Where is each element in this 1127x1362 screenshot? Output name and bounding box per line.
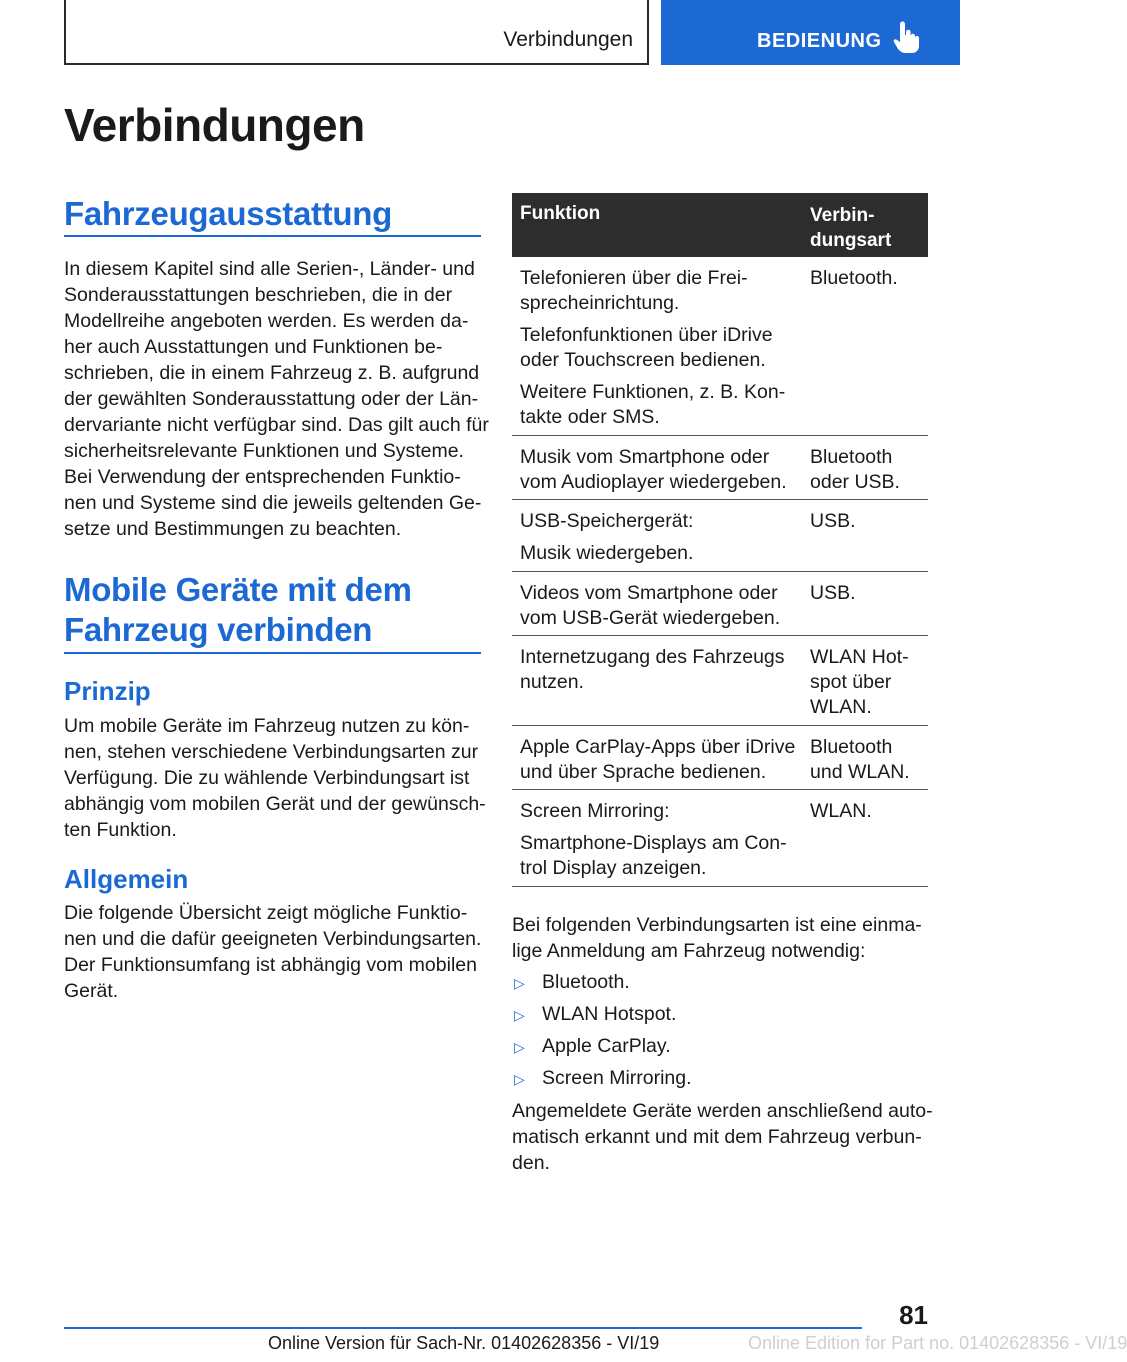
bullet-item [512, 1035, 671, 1058]
text-line: Bei folgenden Verbindungsarten ist eine einma- [512, 914, 922, 936]
text-line: Internetzugang des Fahrzeugs [520, 646, 785, 668]
table-header [512, 193, 928, 257]
cell-paragraph [520, 541, 800, 566]
text-line: dervariante nicht verfügbar sind. Das gilt auch für [64, 414, 489, 436]
text-line: dungsart [810, 230, 892, 251]
text-line: Bluetooth [810, 446, 893, 468]
text-line: In diesem Kapitel sind alle Serien-, Länder- und [64, 258, 475, 280]
text-line: oder USB. [810, 471, 900, 493]
bullet-text: Bluetooth. [542, 971, 630, 993]
paragraph-fahrzeugausstattung [64, 256, 489, 542]
table-row [512, 726, 928, 790]
text-line: trol Display anzeigen. [520, 857, 707, 879]
table-cell-verbindungsart [810, 509, 928, 534]
text-line: lige Anmeldung am Fahrzeug notwendig: [512, 940, 866, 962]
text-line: Screen Mirroring: [520, 800, 670, 822]
text-line: nutzen. [520, 671, 584, 693]
text-line: den. [512, 1152, 550, 1174]
text-line: vom USB-Gerät wiedergeben. [520, 607, 781, 629]
text-line: sprecheinrichtung. [520, 292, 680, 314]
text-line: Die folgende Übersicht zeigt mögliche Funktio- [64, 902, 468, 924]
text-line: Telefonieren über die Frei- [520, 267, 748, 289]
text-line: und über Sprache bedienen. [520, 761, 767, 783]
cell-paragraph [520, 323, 800, 373]
text-line: Telefonfunktionen über iDrive [520, 324, 773, 346]
running-header-section: Verbindungen [503, 28, 633, 51]
pointing-hand-icon [893, 22, 919, 54]
text-line: Mobile Geräte mit dem [64, 571, 412, 608]
paragraph-angemeldete-geraete [512, 1098, 932, 1176]
text-line: matisch erkannt und mit dem Fahrzeug verbun- [512, 1126, 922, 1148]
cell-paragraph [520, 831, 800, 881]
table-cell-funktion [520, 509, 800, 573]
text-line: vom Audioplayer wiedergeben. [520, 471, 787, 493]
cell-paragraph [520, 266, 800, 316]
text-line: sicherheitsrelevante Funktionen und Systeme. [64, 440, 464, 462]
text-line: USB. [810, 582, 856, 604]
bullet-text: WLAN Hotspot. [542, 1003, 677, 1025]
text-line: Bluetooth. [810, 267, 898, 289]
table-cell-verbindungsart [810, 645, 928, 720]
table-row [512, 790, 928, 887]
text-line: Verfügung. Die zu wählende Verbindungsart ist [64, 767, 470, 789]
paragraph-allgemein [64, 900, 482, 1004]
table-cell-verbindungsart [810, 266, 928, 291]
text-line: WLAN. [810, 696, 872, 718]
table-row [512, 572, 928, 636]
cell-paragraph [520, 380, 800, 430]
heading-rule [64, 235, 481, 237]
chapter-label: BEDIENUNG [757, 30, 882, 52]
table-row [512, 500, 928, 572]
text-line: Modellreihe angeboten werden. Es werden da- [64, 310, 469, 332]
text-line: Fahrzeug verbinden [64, 611, 373, 648]
text-line: Angemeldete Geräte werden anschließend auto- [512, 1100, 933, 1122]
page-title: Verbindungen [64, 99, 365, 151]
cell-paragraph [520, 445, 800, 495]
text-line: Musik wiedergeben. [520, 542, 694, 564]
table-cell-funktion [520, 735, 800, 792]
table-header-funktion: Funktion [520, 203, 601, 224]
text-line: und WLAN. [810, 761, 910, 783]
text-line: Um mobile Geräte im Fahrzeug nutzen zu kön- [64, 715, 470, 737]
text-line: Gerät. [64, 980, 119, 1002]
cell-paragraph [520, 509, 800, 534]
table-cell-funktion [520, 445, 800, 502]
text-line: Videos vom Smartphone oder [520, 582, 778, 604]
cell-paragraph [520, 799, 800, 824]
table-cell-verbindungsart [810, 581, 928, 606]
heading-mobile-geraete [64, 570, 412, 650]
text-line: nen, stehen verschiedene Verbindungsarten zur [64, 741, 479, 763]
cell-paragraph [520, 735, 800, 785]
subheading-allgemein: Allgemein [64, 864, 189, 894]
heading-rule [64, 652, 481, 654]
text-line: Weitere Funktionen, z. B. Kon- [520, 381, 786, 403]
text-line: Bei Verwendung der entsprechenden Funktio- [64, 466, 461, 488]
cell-paragraph [520, 581, 800, 631]
table-header-verbindungsart [810, 203, 891, 253]
subheading-prinzip: Prinzip [64, 676, 151, 706]
text-line: spot über [810, 671, 892, 693]
triangle-bullet-icon: ▷ [514, 1039, 525, 1055]
text-line: Smartphone-Displays am Con- [520, 832, 787, 854]
table-cell-verbindungsart [810, 735, 928, 785]
triangle-bullet-icon: ▷ [514, 1071, 525, 1087]
bullet-item [512, 1003, 676, 1026]
table-cell-verbindungsart [810, 799, 928, 824]
chapter-tab [661, 0, 960, 65]
table-row [512, 257, 928, 436]
table-row [512, 636, 928, 726]
text-line: WLAN Hot- [810, 646, 909, 668]
running-header-box [64, 0, 649, 65]
paragraph-anmeldung [512, 912, 932, 964]
bullet-text: Apple CarPlay. [542, 1035, 671, 1057]
text-line: nen und Systeme sind die jeweils geltenden Ge- [64, 492, 482, 514]
bullet-item [512, 1067, 692, 1090]
text-line: Sonderausstattungen beschrieben, die in der [64, 284, 453, 306]
footer-rule [64, 1327, 862, 1329]
heading-fahrzeugausstattung: Fahrzeugausstattung [64, 195, 392, 232]
text-line: Der Funktionsumfang ist abhängig vom mobilen [64, 954, 477, 976]
text-line: her auch Ausstattungen und Funktionen be- [64, 336, 443, 358]
cell-paragraph [520, 645, 800, 695]
text-line: nen und die dafür geeigneten Verbindungsarten. [64, 928, 482, 950]
text-line: Apple CarPlay-Apps über iDrive [520, 736, 796, 758]
text-line: WLAN. [810, 800, 872, 822]
bullet-text: Screen Mirroring. [542, 1067, 692, 1089]
text-line: ten Funktion. [64, 819, 177, 841]
paragraph-prinzip [64, 713, 486, 843]
text-line: der gewählten Sonderausstattung oder der Län- [64, 388, 479, 410]
text-line: takte oder SMS. [520, 406, 660, 428]
text-line: Verbin- [810, 205, 875, 226]
table-cell-verbindungsart [810, 445, 928, 495]
triangle-bullet-icon: ▷ [514, 975, 525, 991]
text-line: USB. [810, 510, 856, 532]
table-cell-funktion [520, 645, 800, 702]
text-line: Musik vom Smartphone oder [520, 446, 770, 468]
bullet-item [512, 971, 630, 994]
table-cell-funktion [520, 799, 800, 888]
table-row [512, 436, 928, 500]
text-line: Bluetooth [810, 736, 893, 758]
page-number: 81 [899, 1300, 928, 1330]
triangle-bullet-icon: ▷ [514, 1007, 525, 1023]
text-line: USB-Speichergerät: [520, 510, 694, 532]
table-cell-funktion [520, 581, 800, 638]
text-line: abhängig vom mobilen Gerät und der gewünsch- [64, 793, 486, 815]
table-cell-funktion [520, 266, 800, 437]
text-line: setze und Bestimmungen zu beachten. [64, 518, 402, 540]
text-line: schrieben, die in einem Fahrzeug z. B. aufgrund [64, 362, 480, 384]
footer-version: Online Version für Sach-Nr. 01402628356 - VI/19 [268, 1333, 660, 1353]
text-line: oder Touchscreen bedienen. [520, 349, 766, 371]
footer-watermark: Online Edition for Part no. 01402628356 - VI/19 [748, 1333, 1127, 1353]
connection-table [512, 193, 928, 887]
